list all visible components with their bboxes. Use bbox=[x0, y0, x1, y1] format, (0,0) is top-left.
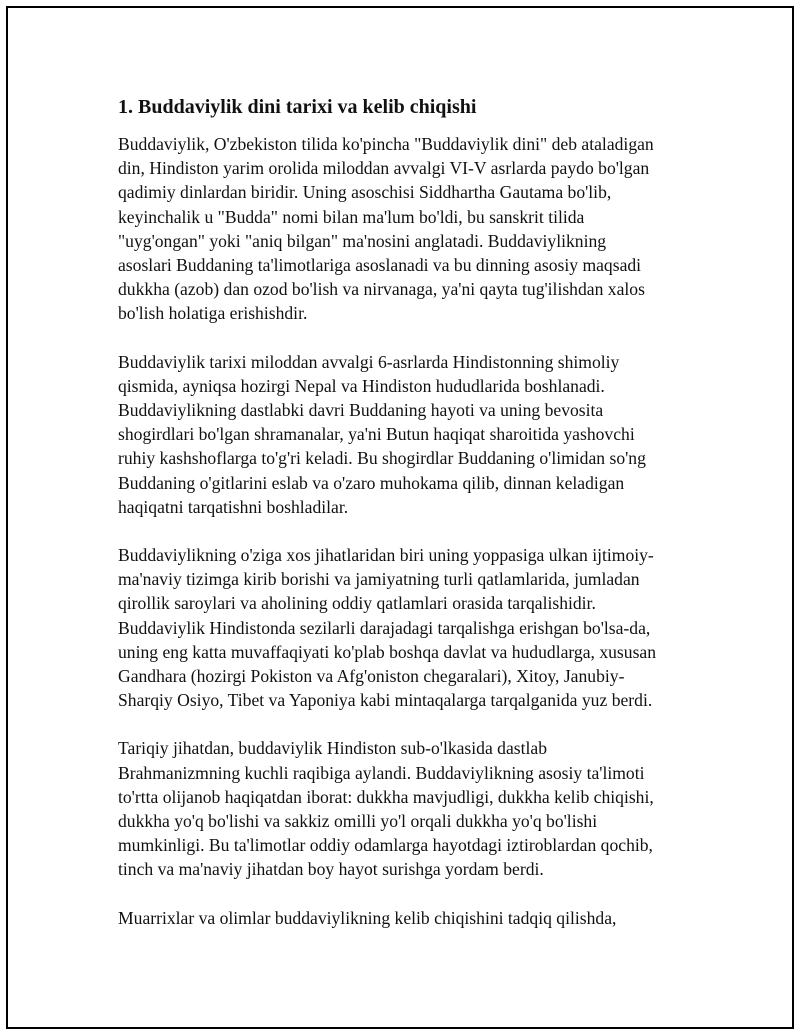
section-heading: 1. Buddaviylik dini tarixi va kelib chiqishi bbox=[118, 96, 477, 118]
text-line: mumkinligi. Bu ta'limotlar oddiy odamlarga hayotdagi iztiroblardan qochib, bbox=[118, 835, 653, 856]
text-line: Brahmanizmning kuchli raqibiga aylandi. Buddaviylikning asosiy ta'limoti bbox=[118, 762, 645, 783]
text-line: qadimiy dinlardan biridir. Uning asoschisi Siddhartha Gautama bo'lib, bbox=[118, 182, 612, 203]
document-body bbox=[118, 94, 698, 954]
text-line: Buddaviylik Hindistonda sezilarli darajadagi tarqalishga erishgan bo'lsa-da, bbox=[118, 617, 651, 638]
text-line: Buddaviylikning dastlabki davri Buddaning hayoti va uning bevosita bbox=[118, 400, 604, 421]
text-line: uning eng katta muvaffaqiyati ko'plab boshqa davlat va hududlarga, xususan bbox=[118, 641, 657, 662]
text-line: Buddaviylikning o'ziga xos jihatlaridan biri uning yoppasiga ulkan ijtimoiy- bbox=[118, 545, 654, 566]
text-line: Muarrixlar va olimlar buddaviylikning kelib chiqishini tadqiq qilishda, bbox=[118, 907, 617, 928]
text-line: Buddaviylik tarixi miloddan avvalgi 6-asrlarda Hindistonning shimoliy bbox=[118, 351, 620, 372]
text-line: ruhiy kashshoflarga to'g'ri keladi. Bu shogirdlar Buddaning o'limidan so'ng bbox=[118, 448, 646, 469]
paragraph-1 bbox=[118, 132, 698, 326]
document-page bbox=[6, 6, 794, 1029]
text-line: ma'naviy tizimga kirib borishi va jamiyatning turli qatlamlarida, jumladan bbox=[118, 569, 640, 590]
text-line: din, Hindiston yarim orolida miloddan avvalgi VI-V asrlarda paydo bo'lgan bbox=[118, 158, 650, 179]
text-line: Buddaning o'gitlarini eslab va o'zaro muhokama qilib, dinnan keladigan bbox=[118, 472, 625, 493]
text-line: haqiqatni tarqatishni boshladilar. bbox=[118, 496, 349, 517]
paragraph-5 bbox=[118, 906, 698, 930]
text-line: Gandhara (hozirgi Pokiston va Afg'oniston chegaralari), Xitoy, Janubiy- bbox=[118, 666, 625, 687]
text-line: to'rtta olijanob haqiqatdan iborat: dukkha mavjudligi, dukkha kelib chiqishi, bbox=[118, 786, 654, 807]
text-line: asoslari Buddaning ta'limotlariga asoslanadi va bu dinning asosiy maqsadi bbox=[118, 255, 642, 276]
text-line: shogirdlari bo'lgan shramanalar, ya'ni Butun haqiqat sharoitida yashovchi bbox=[118, 424, 635, 445]
text-line: dukkha (azob) dan ozod bo'lish va nirvanaga, ya'ni qayta tug'ilishdan xalos bbox=[118, 279, 645, 300]
text-line: keyinchalik u "Budda" nomi bilan ma'lum bo'ldi, bu sanskrit tilida bbox=[118, 206, 585, 227]
text-line: qirollik saroylari va aholining oddiy qatlamlari orasida tarqalishidir. bbox=[118, 593, 596, 614]
text-line: Buddaviylik, O'zbekiston tilida ko'pincha "Buddaviylik dini" deb ataladigan bbox=[118, 134, 654, 154]
text-line: "uyg'ongan" yoki "aniq bilgan" ma'nosini anglatadi. Buddaviylikning bbox=[118, 230, 607, 251]
text-line: Tariqiy jihatdan, buddaviylik Hindiston sub-o'lkasida dastlab bbox=[118, 738, 548, 759]
paragraph-4 bbox=[118, 736, 698, 881]
paragraph-3 bbox=[118, 543, 698, 712]
text-line: dukkha yo'q bo'lishi va sakkiz omilli yo'l orqali dukkha yo'q bo'lishi bbox=[118, 811, 598, 832]
text-line: tinch va ma'naviy jihatdan boy hayot surishga yordam berdi. bbox=[118, 859, 544, 880]
text-line: qismida, ayniqsa hozirgi Nepal va Hindiston hududlarida boshlanadi. bbox=[118, 375, 605, 396]
text-line: Sharqiy Osiyo, Tibet va Yaponiya kabi mintaqalarga tarqalganida yuz berdi. bbox=[118, 690, 653, 711]
paragraph-2 bbox=[118, 350, 698, 519]
text-line: bo'lish holatiga erishishdir. bbox=[118, 303, 308, 324]
